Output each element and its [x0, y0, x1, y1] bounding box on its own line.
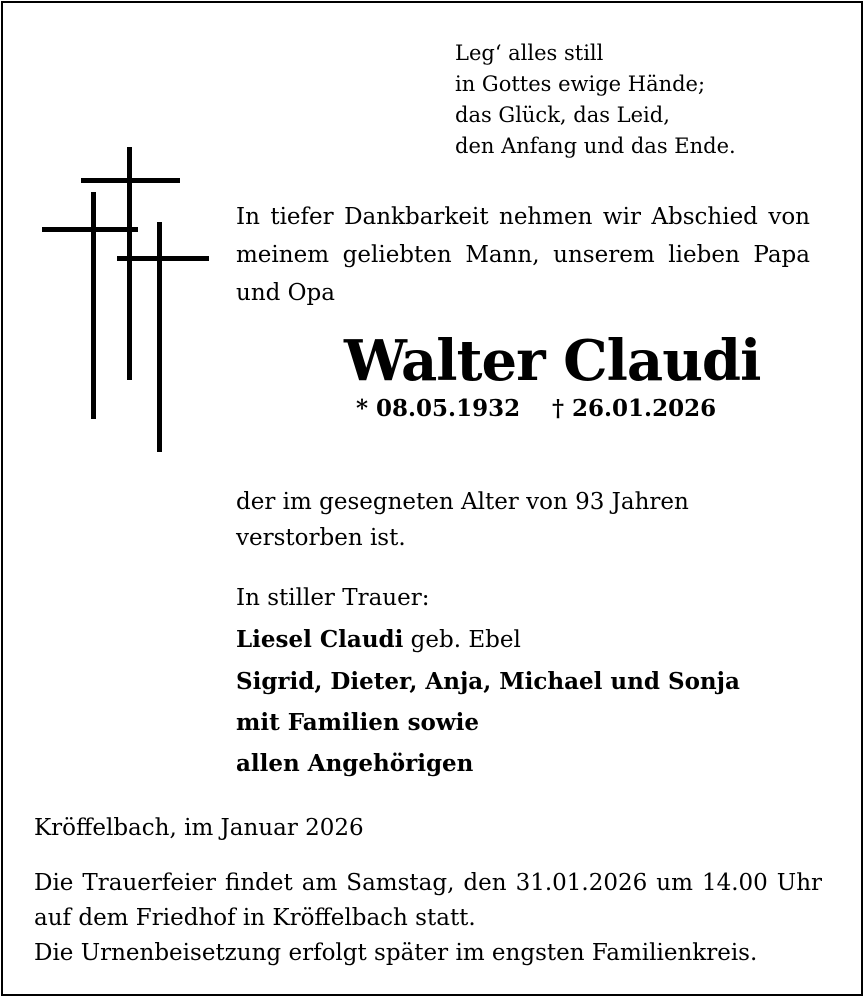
poem-line: den Anfang und das Ende. [455, 134, 736, 158]
age-line: verstorben ist. [236, 525, 406, 551]
funeral-line: Die Trauerfeier findet am Samstag, den 31.01.2026 um 14.00 Uhr [34, 870, 822, 896]
poem-line: in Gottes ewige Hände; [455, 72, 706, 96]
poem [455, 38, 736, 162]
mourner-line: mit Familien sowie [236, 709, 480, 736]
intro-text: In tiefer Dankbarkeit nehmen wir Abschied von meinem geliebten Mann, unserem lieben Papa und Opa [236, 204, 810, 306]
mourner-spouse [236, 619, 740, 661]
age-text [236, 484, 689, 556]
age-line: der im gesegneten Alter von 93 Jahren [236, 489, 689, 515]
mourner-line: allen Angehörigen [236, 750, 474, 777]
funeral-line: Die Urnenbeisetzung erfolgt später im engsten Familienkreis. [34, 940, 758, 966]
mourner-line: Sigrid, Dieter, Anja, Michael und Sonja [236, 668, 740, 695]
spouse-name: Liesel Claudi [236, 626, 404, 653]
birth-date: * 08.05.1932 [356, 395, 521, 422]
death-date: † 26.01.2026 [552, 395, 717, 422]
funeral-info [34, 866, 822, 971]
funeral-line: auf dem Friedhof in Kröffelbach statt. [34, 905, 476, 931]
spouse-suffix: geb. Ebel [403, 627, 521, 653]
poem-line: das Glück, das Leid, [455, 103, 670, 127]
poem-line: Leg‘ alles still [455, 41, 604, 65]
place-date: Kröffelbach, im Januar 2026 [34, 815, 364, 841]
mourners-heading: In stiller Trauer: [236, 585, 430, 611]
mourners [236, 578, 740, 784]
deceased-name: Walter Claudi [344, 328, 761, 394]
